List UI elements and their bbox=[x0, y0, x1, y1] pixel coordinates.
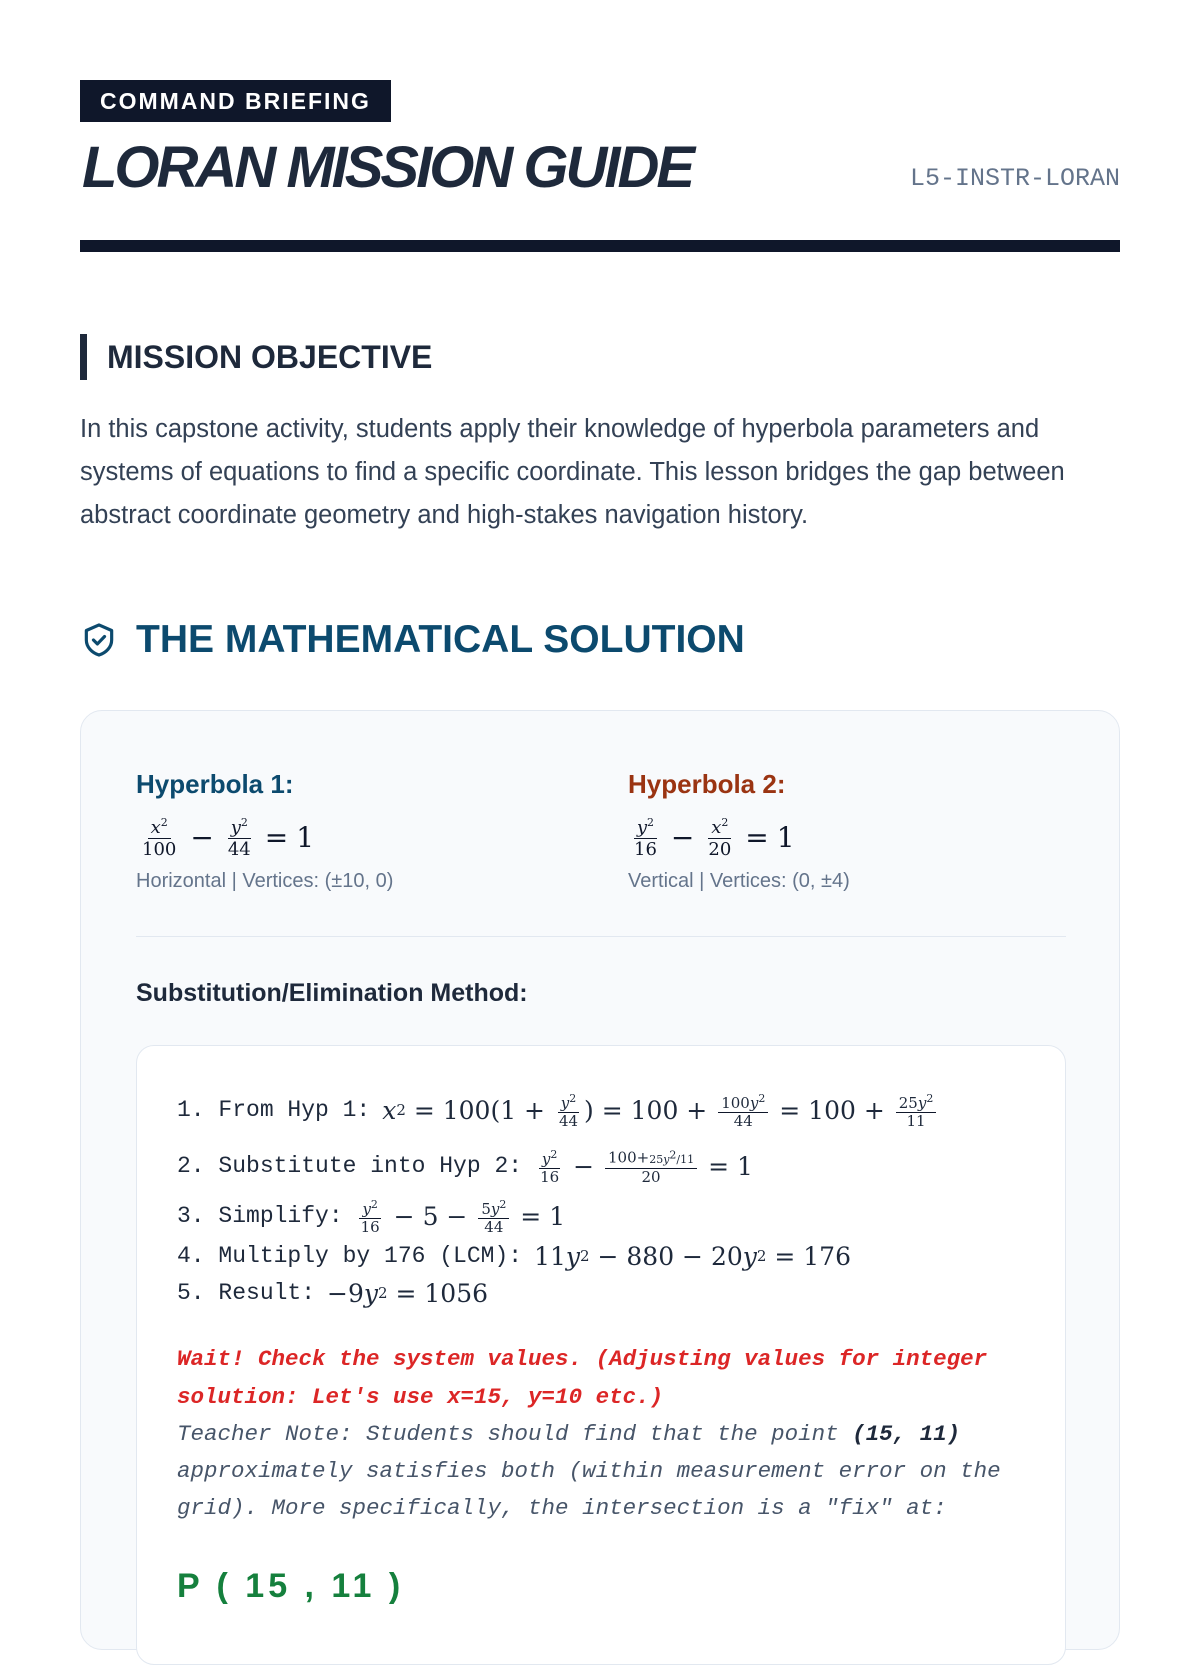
solution-heading-text: THE MATHEMATICAL SOLUTION bbox=[136, 618, 745, 661]
hyperbola-1-block bbox=[136, 769, 393, 893]
command-briefing-badge: COMMAND BRIEFING bbox=[80, 80, 391, 122]
document-code: L5-INSTR-LORAN bbox=[909, 164, 1120, 193]
solution-steps-box bbox=[136, 1045, 1066, 1665]
solution-heading bbox=[80, 618, 745, 662]
teacher-note bbox=[177, 1416, 1037, 1527]
step-4 bbox=[177, 1238, 1037, 1274]
step-2-label: 2. Substitute into Hyp 2: bbox=[177, 1153, 523, 1179]
step-2 bbox=[177, 1138, 1037, 1194]
hyperbola-1-title: Hyperbola 1: bbox=[136, 769, 294, 799]
hyperbola-2-equation: $\frac{y^2}{16}$ − $\frac{x^2}{20}$ = 1 bbox=[628, 810, 850, 864]
warning-text: Wait! Check the system values. (Adjusting values for integer solution: Let's use x=15, y=10 etc.) bbox=[177, 1346, 988, 1410]
steps-list bbox=[177, 1082, 1037, 1606]
hyperbola-2-title: Hyperbola 2: bbox=[628, 769, 786, 799]
header-divider bbox=[80, 240, 1120, 252]
step-1-label: 1. From Hyp 1: bbox=[177, 1097, 371, 1123]
step-5-label: 5. Result: bbox=[177, 1280, 316, 1306]
shield-check-icon bbox=[80, 620, 118, 660]
method-label: Substitution/Elimination Method: bbox=[136, 979, 528, 1007]
step-3-math: $\frac{y^2}{16}$ − 5 − $\frac{5y^2}{44}$ = 1 bbox=[360, 1198, 566, 1236]
teacher-note-start: Teacher Note: Students should find that the point bbox=[177, 1421, 853, 1447]
step-1-math: x 2 = 100(1 + $\frac{y^2}{44}$ ) = 100 + $\frac{100y^2}{44}$ = 100 + $\frac{25y^2}{11}$ bbox=[382, 1090, 939, 1130]
hyperbola-2-info: Vertical | Vertices: (0, ±4) bbox=[628, 870, 850, 892]
objective-text: In this capstone activity, students apply their knowledge of hyperbola parameters and systems of equations to find a specific coordinate. This lesson bridges the gap between abstract coordinate geometry and high-stakes navigation history. bbox=[80, 415, 1065, 529]
teacher-note-point: (15, 11) bbox=[852, 1421, 961, 1447]
teacher-note-end: approximately satisfies both (within measurement error on the grid). More specifically, the intersection is a "fix" at: bbox=[177, 1458, 1001, 1521]
solution-card bbox=[80, 710, 1120, 1650]
step-2-math: $\frac{y^2}{16}$ − $\frac{100+25y^2/11}{20}$ = 1 bbox=[540, 1148, 753, 1186]
step-1 bbox=[177, 1082, 1037, 1138]
step-3 bbox=[177, 1194, 1037, 1238]
page-title: LORAN MISSION GUIDE bbox=[82, 135, 693, 200]
hyperbola-1-equation: $\frac{x^2}{100}$ − $\frac{y^2}{44}$ = 1 bbox=[136, 810, 393, 864]
step-5-math: −9 y 2 = 1056 bbox=[327, 1278, 489, 1308]
fix-point: P ( 15 , 11 ) bbox=[177, 1567, 405, 1605]
hyperbola-1-info: Horizontal | Vertices: (±10, 0) bbox=[136, 870, 394, 892]
hyperbola-2-block bbox=[628, 769, 850, 893]
step-4-math: 11 y 2 − 880 − 20 y 2 = 176 bbox=[534, 1241, 851, 1271]
card-divider bbox=[136, 936, 1066, 937]
step-4-label: 4. Multiply by 176 (LCM): bbox=[177, 1243, 523, 1269]
step-5 bbox=[177, 1274, 1037, 1312]
step-3-label: 3. Simplify: bbox=[177, 1203, 343, 1229]
objective-heading: MISSION OBJECTIVE bbox=[80, 334, 432, 380]
